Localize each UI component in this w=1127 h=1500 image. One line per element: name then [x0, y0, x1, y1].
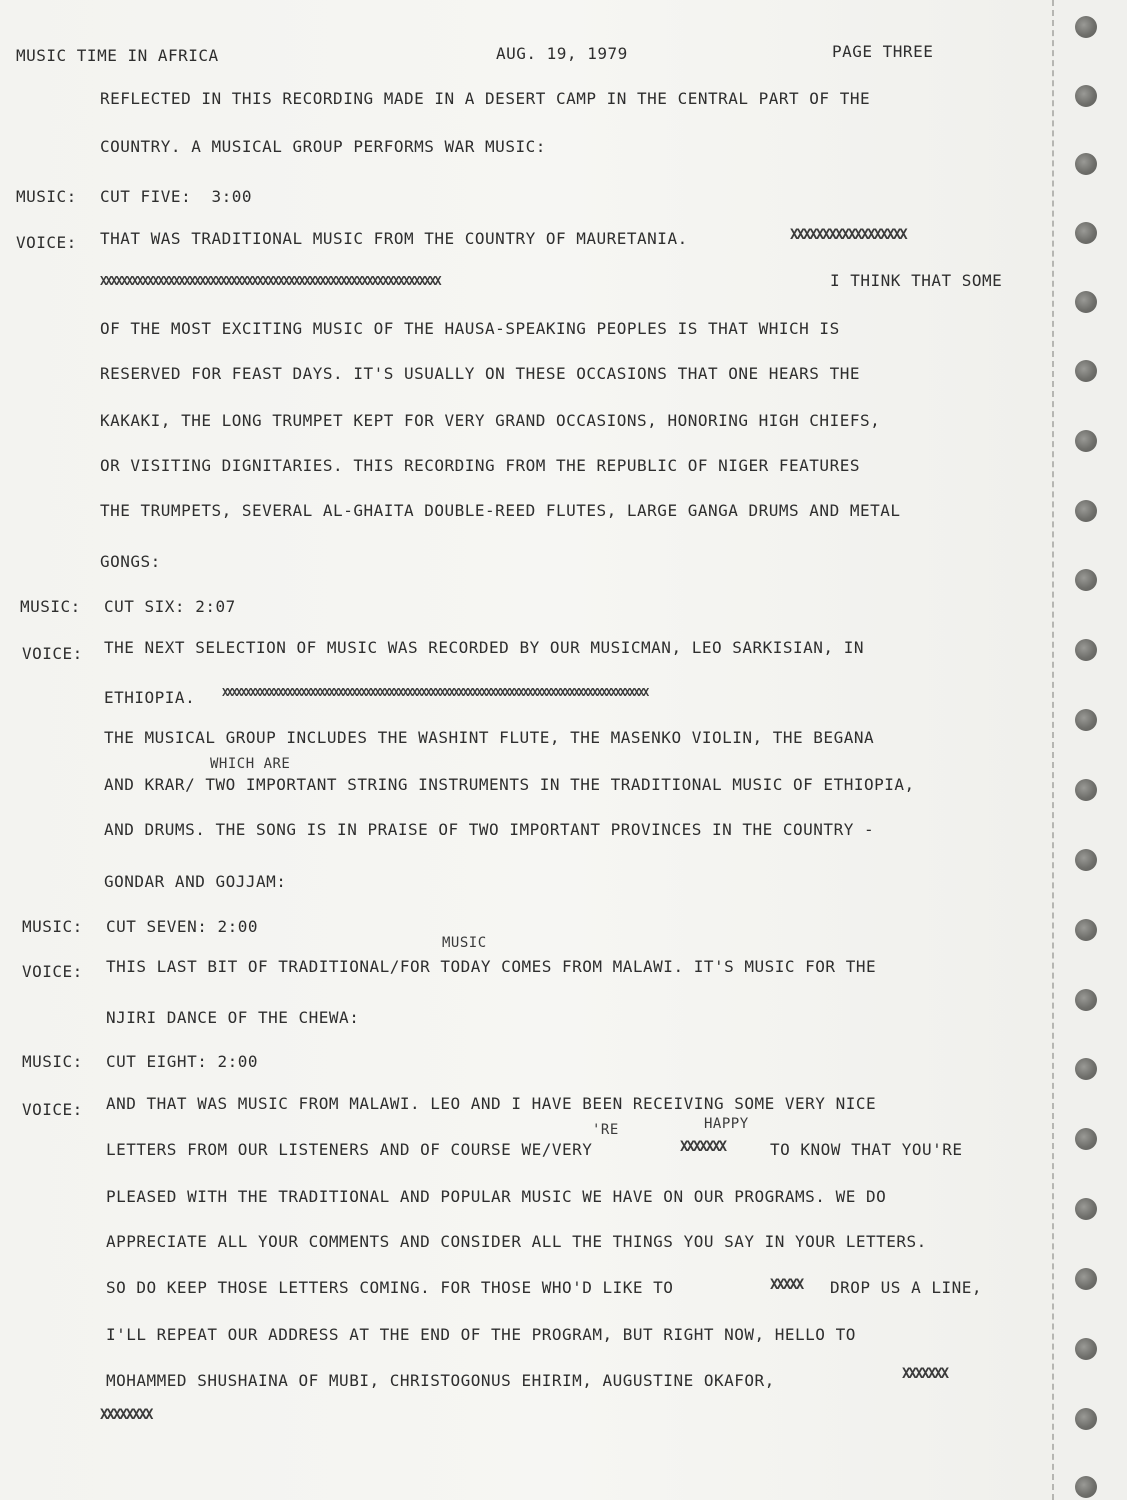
script-line: AND DRUMS. THE SONG IS IN PRAISE OF TWO IMPORTANT PROVINCES IN THE COUNTRY -: [104, 820, 875, 839]
music-cut: CUT EIGHT: 2:00: [106, 1052, 258, 1071]
music-cut: CUT SEVEN: 2:00: [106, 917, 258, 936]
script-line: LETTERS FROM OUR LISTENERS AND OF COURSE WE/VERY: [106, 1140, 593, 1159]
script-line: I THINK THAT SOME: [830, 271, 1003, 290]
script-line: REFLECTED IN THIS RECORDING MADE IN A DESERT CAMP IN THE CENTRAL PART OF THE: [100, 89, 871, 108]
perforation-hole: [1075, 153, 1097, 175]
strikeout-text: XXXXXXXX: [100, 1407, 152, 1423]
script-line: OF THE MOST EXCITING MUSIC OF THE HAUSA-SPEAKING PEOPLES IS THAT WHICH IS: [100, 319, 840, 338]
script-date: AUG. 19, 1979: [496, 44, 628, 63]
handwritten-insert: MUSIC: [442, 935, 487, 951]
script-line: AND KRAR/ TWO IMPORTANT STRING INSTRUMENTS IN THE TRADITIONAL MUSIC OF ETHIOPIA,: [104, 775, 915, 794]
script-line: APPRECIATE ALL YOUR COMMENTS AND CONSIDER ALL THE THINGS YOU SAY IN YOUR LETTERS.: [106, 1232, 927, 1251]
voice-cue-label: VOICE:: [16, 233, 77, 252]
page-number: PAGE THREE: [832, 42, 934, 61]
perforation-hole: [1075, 500, 1097, 522]
strikeout-text: XXXXXXX: [680, 1139, 726, 1155]
music-cue-label: MUSIC:: [22, 917, 83, 936]
script-line: OR VISITING DIGNITARIES. THIS RECORDING FROM THE REPUBLIC OF NIGER FEATURES: [100, 456, 860, 475]
perforation-hole: [1075, 222, 1097, 244]
perforation-hole: [1075, 1268, 1097, 1290]
voice-cue-label: VOICE:: [22, 962, 83, 981]
script-line: THE MUSICAL GROUP INCLUDES THE WASHINT FLUTE, THE MASENKO VIOLIN, THE BEGANA: [104, 728, 875, 747]
perforation-hole: [1075, 1476, 1097, 1498]
music-cue-label: MUSIC:: [20, 597, 81, 616]
strikeout-text: XXXXXXXXXXXXXXXXXXXXXXXXXXXXXXXXXXXXXXXXXXXXXXXXXXXXXXXXXXXXXXXXX: [100, 274, 440, 288]
script-line: PLEASED WITH THE TRADITIONAL AND POPULAR MUSIC WE HAVE ON OUR PROGRAMS. WE DO: [106, 1187, 887, 1206]
handwritten-insert: HAPPY: [704, 1116, 749, 1132]
strikeout-text: XXXXX: [770, 1277, 803, 1293]
script-line: MOHAMMED SHUSHAINA OF MUBI, CHRISTOGONUS EHIRIM, AUGUSTINE OKAFOR,: [106, 1371, 775, 1390]
script-line: TO KNOW THAT YOU'RE: [770, 1140, 963, 1159]
script-line: THE NEXT SELECTION OF MUSIC WAS RECORDED BY OUR MUSICMAN, LEO SARKISIAN, IN: [104, 638, 864, 657]
voice-cue-label: VOICE:: [22, 644, 83, 663]
perforation-hole: [1075, 1338, 1097, 1360]
script-line: KAKAKI, THE LONG TRUMPET KEPT FOR VERY GRAND OCCASIONS, HONORING HIGH CHIEFS,: [100, 411, 881, 430]
script-line: THIS LAST BIT OF TRADITIONAL/FOR TODAY COMES FROM MALAWI. IT'S MUSIC FOR THE: [106, 957, 877, 976]
perforation-hole: [1075, 709, 1097, 731]
script-line: GONGS:: [100, 552, 161, 571]
handwritten-insert: WHICH ARE: [210, 756, 291, 772]
music-cut: CUT SIX: 2:07: [104, 597, 236, 616]
strikeout-text: XXXXXXX: [902, 1366, 948, 1382]
perforation-hole: [1075, 919, 1097, 941]
music-cue-label: MUSIC:: [22, 1052, 83, 1071]
script-line: I'LL REPEAT OUR ADDRESS AT THE END OF THE PROGRAM, BUT RIGHT NOW, HELLO TO: [106, 1325, 856, 1344]
script-line: ETHIOPIA.: [104, 688, 196, 707]
perforation-hole: [1075, 1408, 1097, 1430]
strikeout-text: XXXXXXXXXXXXXXXXXX: [790, 227, 906, 243]
script-line: AND THAT WAS MUSIC FROM MALAWI. LEO AND I HAVE BEEN RECEIVING SOME VERY NICE: [106, 1094, 877, 1113]
perforation-hole: [1075, 639, 1097, 661]
perforation-hole: [1075, 1058, 1097, 1080]
script-line: THE TRUMPETS, SEVERAL AL-GHAITA DOUBLE-REED FLUTES, LARGE GANGA DRUMS AND METAL: [100, 501, 901, 520]
strikeout-text: XXXXXXXXXXXXXXXXXXXXXXXXXXXXXXXXXXXXXXXXXXXXXXXXXXXXXXXXXXXXXXXXXXXXXXXXXXXXXXXXXXXXXXXXXXXX: [222, 686, 648, 699]
script-line: NJIRI DANCE OF THE CHEWA:: [106, 1008, 360, 1027]
script-line: DROP US A LINE,: [830, 1278, 982, 1297]
perforation-hole: [1075, 85, 1097, 107]
script-line: COUNTRY. A MUSICAL GROUP PERFORMS WAR MUSIC:: [100, 137, 546, 156]
script-line: RESERVED FOR FEAST DAYS. IT'S USUALLY ON THESE OCCASIONS THAT ONE HEARS THE: [100, 364, 860, 383]
music-cue-label: MUSIC:: [16, 187, 77, 206]
perforation-hole: [1075, 360, 1097, 382]
script-line: THAT WAS TRADITIONAL MUSIC FROM THE COUNTRY OF MAURETANIA.: [100, 229, 688, 248]
perforation-hole: [1075, 16, 1097, 38]
perforation-hole: [1075, 849, 1097, 871]
program-title: MUSIC TIME IN AFRICA: [16, 46, 219, 65]
perforation-hole: [1075, 1198, 1097, 1220]
perforation-hole: [1075, 1128, 1097, 1150]
script-line: SO DO KEEP THOSE LETTERS COMING. FOR THOSE WHO'D LIKE TO: [106, 1278, 674, 1297]
music-cut: CUT FIVE: 3:00: [100, 187, 252, 206]
perforation-hole: [1075, 430, 1097, 452]
perforation-hole: [1075, 779, 1097, 801]
handwritten-insert: 'RE: [592, 1122, 619, 1138]
perforation-hole: [1075, 291, 1097, 313]
script-line: GONDAR AND GOJJAM:: [104, 872, 287, 891]
voice-cue-label: VOICE:: [22, 1100, 83, 1119]
perforation-hole: [1075, 989, 1097, 1011]
perforation-hole: [1075, 569, 1097, 591]
